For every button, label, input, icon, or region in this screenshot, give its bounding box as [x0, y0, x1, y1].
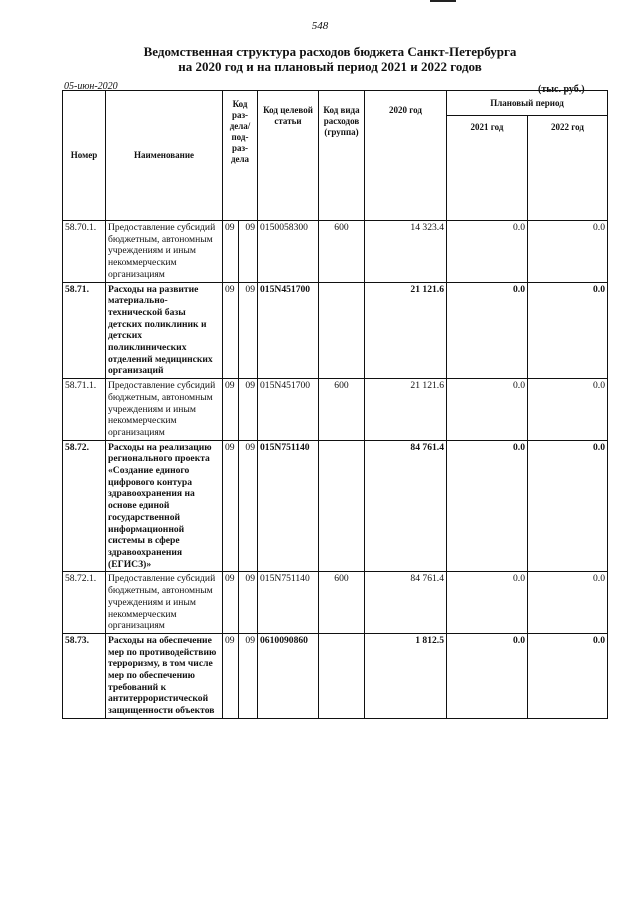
row-section: 09 — [223, 221, 239, 283]
title-line-2: на 2020 год и на плановый период 2021 и 2022 годов — [178, 59, 482, 74]
row-amount-2021: 0.0 — [447, 379, 528, 441]
table-row — [63, 221, 608, 283]
row-expense-type — [319, 440, 365, 572]
header-row-1 — [63, 91, 608, 116]
row-amount-2022: 0.0 — [528, 282, 608, 379]
row-name: Предоставление субсидий бюджетным, автономным учреждениям и иным некоммерческим организациям — [106, 379, 223, 441]
row-amount-2022: 0.0 — [528, 221, 608, 283]
row-amount-2022: 0.0 — [528, 572, 608, 634]
row-amount-2022: 0.0 — [528, 633, 608, 718]
table-row — [63, 633, 608, 718]
row-amount-2022: 0.0 — [528, 379, 608, 441]
row-name: Предоставление субсидий бюджетным, автономным учреждениям и иным некоммерческим организациям — [106, 221, 223, 283]
row-subsection: 09 — [239, 221, 258, 283]
row-number: 58.70.1. — [63, 221, 106, 283]
row-amount-2021: 0.0 — [447, 440, 528, 572]
row-section: 09 — [223, 572, 239, 634]
row-expense-type — [319, 633, 365, 718]
header-2020: 2020 год — [365, 91, 447, 221]
row-amount-2020: 84 761.4 — [365, 440, 447, 572]
table-row — [63, 572, 608, 634]
budget-table — [62, 90, 608, 719]
header-2022: 2022 год — [528, 116, 608, 221]
row-subsection: 09 — [239, 440, 258, 572]
row-name: Расходы на обеспечение мер по противодействию терроризму, в том числе мер по обеспечению требований к антитеррористической защищенности объектов — [106, 633, 223, 718]
row-target-code: 015N451700 — [258, 282, 319, 379]
header-section-code: Код раз-дела/ под-раз-дела — [223, 91, 258, 221]
row-expense-type: 600 — [319, 572, 365, 634]
row-amount-2021: 0.0 — [447, 572, 528, 634]
row-number: 58.72.1. — [63, 572, 106, 634]
row-amount-2020: 84 761.4 — [365, 572, 447, 634]
table-row — [63, 440, 608, 572]
row-subsection: 09 — [239, 379, 258, 441]
row-amount-2020: 21 121.6 — [365, 379, 447, 441]
header-expense-type: Код вида расходов (группа) — [319, 91, 365, 221]
header-2021: 2021 год — [447, 116, 528, 221]
row-amount-2020: 14 323.4 — [365, 221, 447, 283]
row-target-code: 0150058300 — [258, 221, 319, 283]
row-amount-2020: 1 812.5 — [365, 633, 447, 718]
row-section: 09 — [223, 379, 239, 441]
row-expense-type: 600 — [319, 379, 365, 441]
row-target-code: 0610090860 — [258, 633, 319, 718]
row-subsection: 09 — [239, 572, 258, 634]
row-subsection: 09 — [239, 633, 258, 718]
row-amount-2021: 0.0 — [447, 633, 528, 718]
document-date: 05-июн-2020 — [64, 81, 118, 92]
row-subsection: 09 — [239, 282, 258, 379]
table-row — [63, 379, 608, 441]
header-planning-period: Плановый период — [447, 91, 608, 116]
row-target-code: 015N751140 — [258, 440, 319, 572]
page-number: 548 — [311, 20, 329, 32]
row-number: 58.72. — [63, 440, 106, 572]
table-body — [63, 221, 608, 719]
row-amount-2022: 0.0 — [528, 440, 608, 572]
row-target-code: 015N751140 — [258, 572, 319, 634]
row-expense-type: 600 — [319, 221, 365, 283]
table-row — [63, 282, 608, 379]
units-label: (тыс. руб.) — [538, 84, 585, 95]
header-name: Наименование — [106, 91, 223, 221]
row-number: 58.71. — [63, 282, 106, 379]
row-name: Предоставление субсидий бюджетным, автономным учреждениям и иным некоммерческим организациям — [106, 572, 223, 634]
row-name: Расходы на реализацию регионального проекта «Создание единого цифрового контура здравоохранения на основе единой государственной информационной системы в сфере здравоохранения (ЕГИСЗ)» — [106, 440, 223, 572]
row-number: 58.71.1. — [63, 379, 106, 441]
row-section: 09 — [223, 633, 239, 718]
row-number: 58.73. — [63, 633, 106, 718]
title-line-1: Ведомственная структура расходов бюджета Санкт-Петербурга — [143, 44, 517, 59]
row-amount-2021: 0.0 — [447, 221, 528, 283]
row-amount-2020: 21 121.6 — [365, 282, 447, 379]
header-number: Номер — [63, 91, 106, 221]
row-name: Расходы на развитие материально-технической базы детских поликлиник и детских поликлинических отделений медицинских организаций — [106, 282, 223, 379]
row-expense-type — [319, 282, 365, 379]
row-section: 09 — [223, 282, 239, 379]
row-section: 09 — [223, 440, 239, 572]
scan-edge-mark — [430, 0, 456, 2]
document-title — [60, 44, 600, 74]
row-amount-2021: 0.0 — [447, 282, 528, 379]
header-target-code: Код целевой статьи — [258, 91, 319, 221]
row-target-code: 015N451700 — [258, 379, 319, 441]
